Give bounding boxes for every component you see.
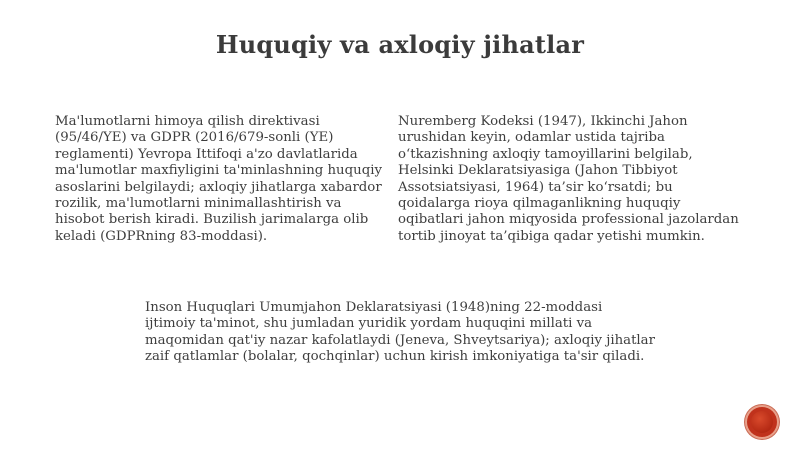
- left-paragraph: Ma'lumotlarni himoya qilish direktivasi (95/46/YE) va GDPR (2016/679-sonli (YE) reglamenti) Yevropa Ittifoqi a'zo davlatlarida ma'lumotlar maxfiyligini ta'minlashning huquqiy asoslarini belgilaydi; axloqiy jihatlarga xabardor rozilik, ma'lumotlarni minimallashtirish va hisobot berish kiradi. Buzilish jarimalarga olib keladi (GDPRning 83-moddasi).: [55, 114, 382, 244]
- red-circle-nav-icon[interactable]: [747, 407, 777, 437]
- slide-title: Huquqiy va axloqiy jihatlar: [215, 30, 585, 59]
- bottom-paragraph: Inson Huquqlari Umumjahon Deklaratsiyasi (1948)ning 22-moddasi ijtimoiy ta'minot, shu jumladan yuridik yordam huquqini millati va maqomidan qat'iy nazar kafolatlaydi (Jeneva, Shveytsariya); axloqiy jihatlar zaif qatlamlar (bolalar, qochqinlar) uchun kirish imkoniyatiga ta'sir qiladi.: [145, 300, 655, 365]
- nav-button-core: [751, 411, 773, 433]
- right-paragraph: Nuremberg Kodeksi (1947), Ikkinchi Jahon urushidan keyin, odamlar ustida tajriba o‘tkazishning axloqiy tamoyillarini belgilab, Helsinki Deklaratsiyasiga (Jahon Tibbiyot Assotsiatsiyasi, 1964) ta’sir ko‘rsatdi; bu qoidalarga rioya qilmaganlikning huquqiy oqibatlari jahon miqyosida professional jazolardan tortib jinoyat ta’qibiga qadar yetishi mumkin.: [398, 114, 739, 244]
